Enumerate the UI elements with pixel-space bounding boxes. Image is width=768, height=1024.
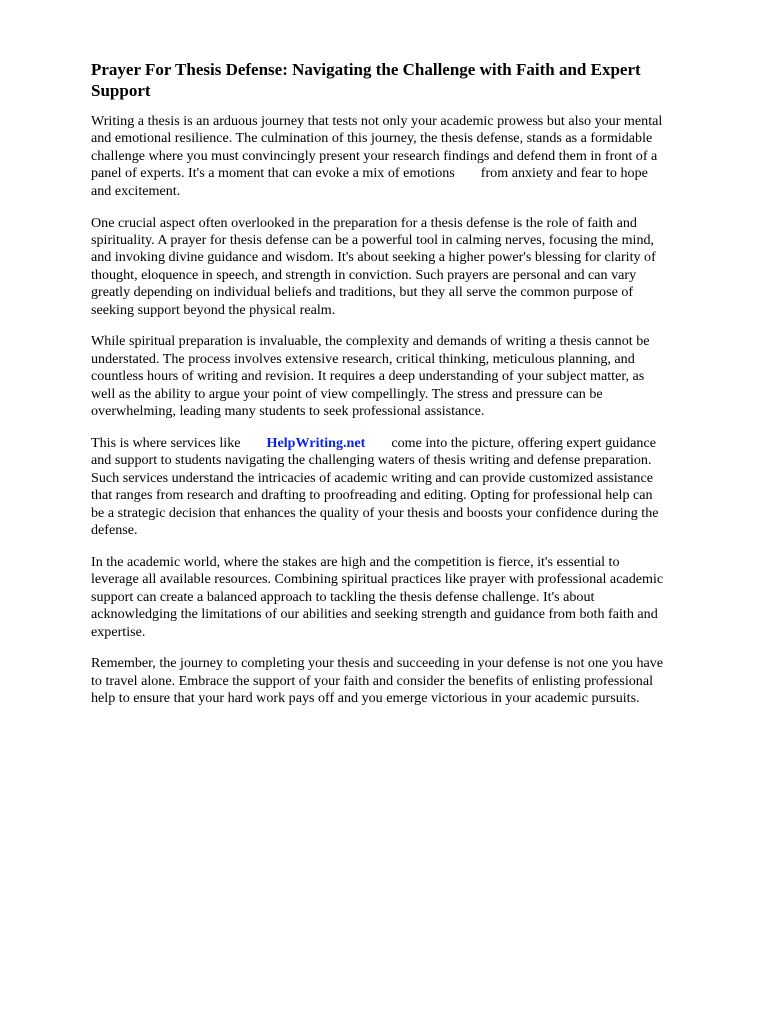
helpwriting-link[interactable]: HelpWriting.net: [266, 435, 366, 451]
text-line: understated. The process involves extensive research, critical thinking, meticulous planning, and: [91, 350, 635, 367]
paragraph-faith: [91, 215, 731, 319]
title-line: Prayer For Thesis Defense: Navigating the Challenge with Faith and Expert: [91, 60, 641, 79]
paragraph-academic-world: [91, 554, 731, 641]
text-line: and excitement.: [91, 182, 181, 199]
text-segment: panel of experts. It's a moment that can evoke a mix of emotions: [91, 165, 455, 182]
text-line: Such services understand the intricacies of academic writing and can provide customized assistance: [91, 469, 653, 486]
page-title: [91, 59, 731, 101]
text-line: that ranges from research and drafting to proofreading and editing. Opting for professional help can: [91, 487, 653, 504]
text-line: spirituality. A prayer for thesis defense can be a powerful tool in calming nerves, focusing the mind,: [91, 231, 655, 248]
text-line: challenge where you must convincingly present your research findings and defend them in front of a: [91, 147, 658, 164]
text-line: and invoking divine guidance and wisdom. It's about seeking a higher power's blessing for clarity of: [91, 249, 656, 266]
text-line: and emotional resilience. The culmination of this journey, the thesis defense, stands as a formidable: [91, 130, 653, 147]
document-page: [91, 59, 731, 722]
text-line: support can create a balanced approach to tackling the thesis defense challenge. It's about: [91, 588, 595, 605]
text-line: to travel alone. Embrace the support of your faith and consider the benefits of enlisting professional: [91, 672, 654, 689]
text-line: help to ensure that your hard work pays off and you emerge victorious in your academic pursuits.: [91, 690, 640, 707]
title-line: Support: [91, 81, 151, 100]
paragraph-intro: [91, 113, 731, 200]
text-line: acknowledging the limitations of our abilities and seeking strength and guidance from both faith and: [91, 606, 658, 623]
text-line: well as the ability to argue your point of view compellingly. The stress and pressure can be: [91, 385, 603, 402]
text-line: Remember, the journey to completing your thesis and succeeding in your defense is not one you have: [91, 655, 664, 672]
text-line: be a strategic decision that enhances the quality of your thesis and boosts your confidence during the: [91, 504, 659, 521]
text-line: greatly depending on individual beliefs and traditions, but they all serve the common purpose of: [91, 284, 634, 301]
text-line: In the academic world, where the stakes are high and the competition is fierce, it's essential to: [91, 553, 620, 570]
text-line: expertise.: [91, 623, 146, 640]
text-line: One crucial aspect often overlooked in the preparation for a thesis defense is the role of faith and: [91, 214, 637, 231]
text-segment: This is where services like: [91, 435, 241, 451]
text-line: defense.: [91, 522, 138, 539]
text-segment: from anxiety and fear to hope: [480, 165, 648, 182]
text-line: [91, 165, 731, 182]
text-segment: come into the picture, offering expert guidance: [391, 435, 656, 451]
text-line: Writing a thesis is an arduous journey that tests not only your academic prowess but also your mental: [91, 113, 663, 129]
paragraph-services: [91, 435, 731, 539]
text-line: seeking support beyond the physical realm.: [91, 301, 336, 318]
paragraph-complexity: [91, 333, 731, 420]
text-line: leverage all available resources. Combining spiritual practices like prayer with professional academic: [91, 571, 664, 588]
text-line: countless hours of writing and revision. It requires a deep understanding of your subject matter, as: [91, 368, 645, 385]
paragraph-conclusion: [91, 655, 731, 707]
text-line: While spiritual preparation is invaluable, the complexity and demands of writing a thesis cannot be: [91, 333, 650, 350]
text-line: overwhelming, leading many students to seek professional assistance.: [91, 403, 485, 420]
text-line: and support to students navigating the challenging waters of thesis writing and defense preparation.: [91, 452, 652, 469]
text-line: [91, 435, 731, 452]
text-line: thought, eloquence in speech, and strength in conviction. Such prayers are personal and can vary: [91, 266, 637, 283]
